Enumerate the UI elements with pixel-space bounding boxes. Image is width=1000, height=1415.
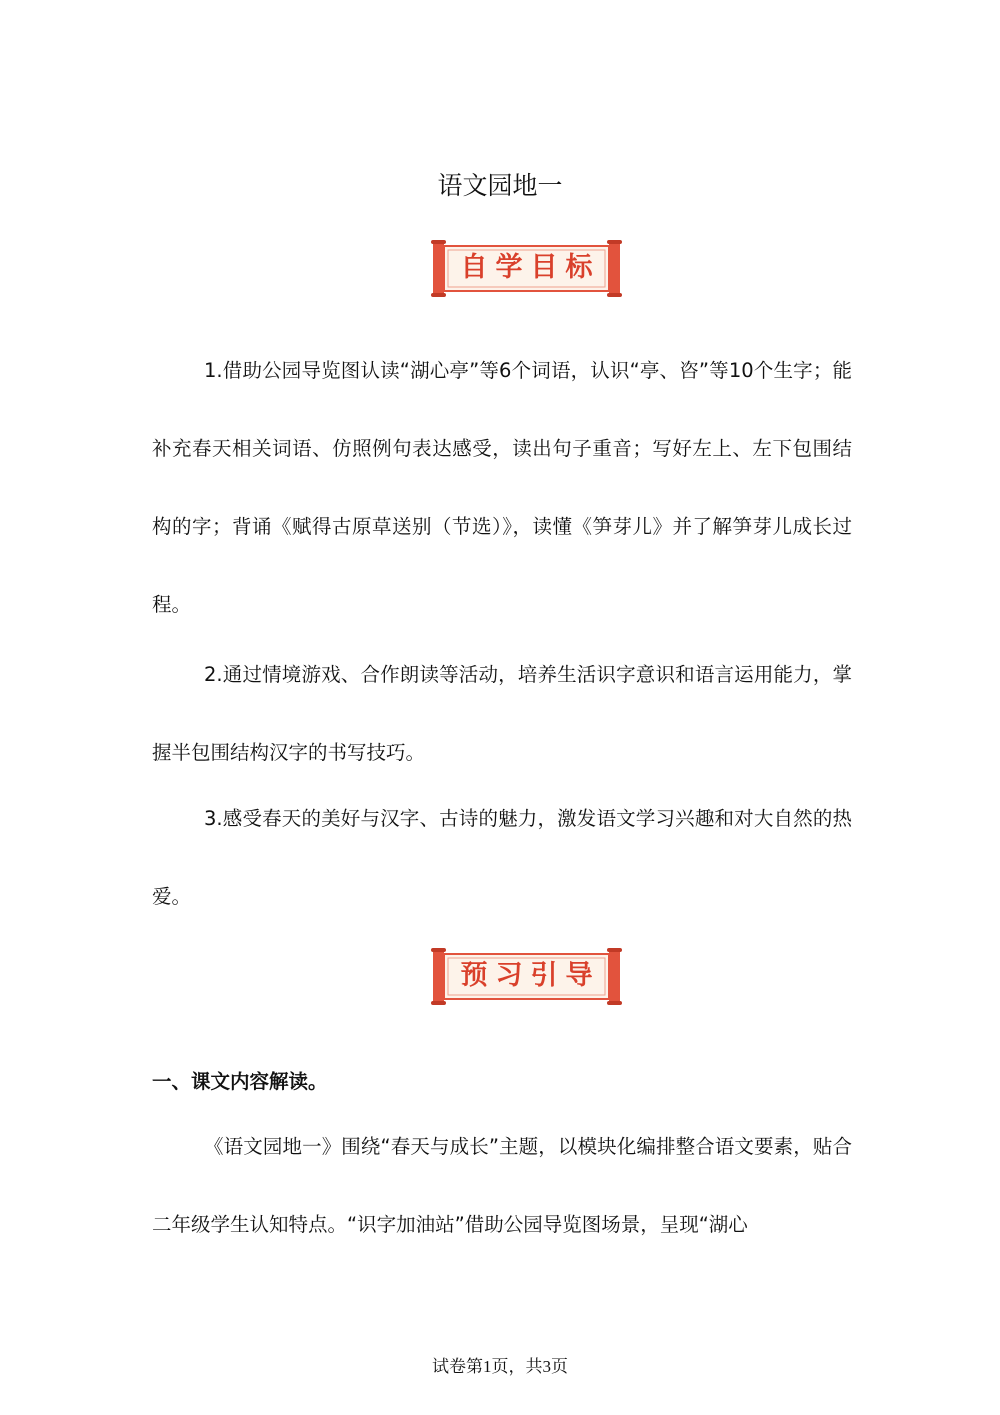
banner-goals-label: 自学目标 bbox=[460, 252, 601, 283]
banner-preview bbox=[430, 948, 623, 1005]
banner-goals bbox=[430, 240, 623, 297]
banner-preview-label: 预习引导 bbox=[460, 960, 601, 991]
section-paragraph: 《语文园地一》围绕“春天与成长”主题，以模块化编排整合语文要素，贴合二年级学生认知特点。“识字加油站”借助公园导览图场景，呈现“湖心 bbox=[152, 1135, 852, 1236]
goal-item-2: 2.通过情境游戏、合作朗读等活动，培养生活识字意识和语言运用能力，掌握半包围结构汉字的书写技巧。 bbox=[152, 663, 852, 764]
goal-item-3: 3.感受春天的美好与汉字、古诗的魅力，激发语文学习兴趣和对大自然的热爱。 bbox=[152, 807, 852, 908]
section-heading: 一、课文内容解读。 bbox=[152, 1070, 328, 1093]
goal-item-1: 1.借助公园导览图认读“湖心亭”等6个词语，认识“亭、咨”等10个生字；能补充春天相关词语、仿照例句表达感受，读出句子重音；写好左上、左下包围结构的字；背诵《赋得古原草送别（节选）》，读懂《笋芽儿》并了解笋芽儿成长过程。 bbox=[152, 359, 852, 616]
page-footer: 试卷第1页，共3页 bbox=[432, 1357, 568, 1376]
page-title: 语文园地一 bbox=[437, 171, 563, 200]
